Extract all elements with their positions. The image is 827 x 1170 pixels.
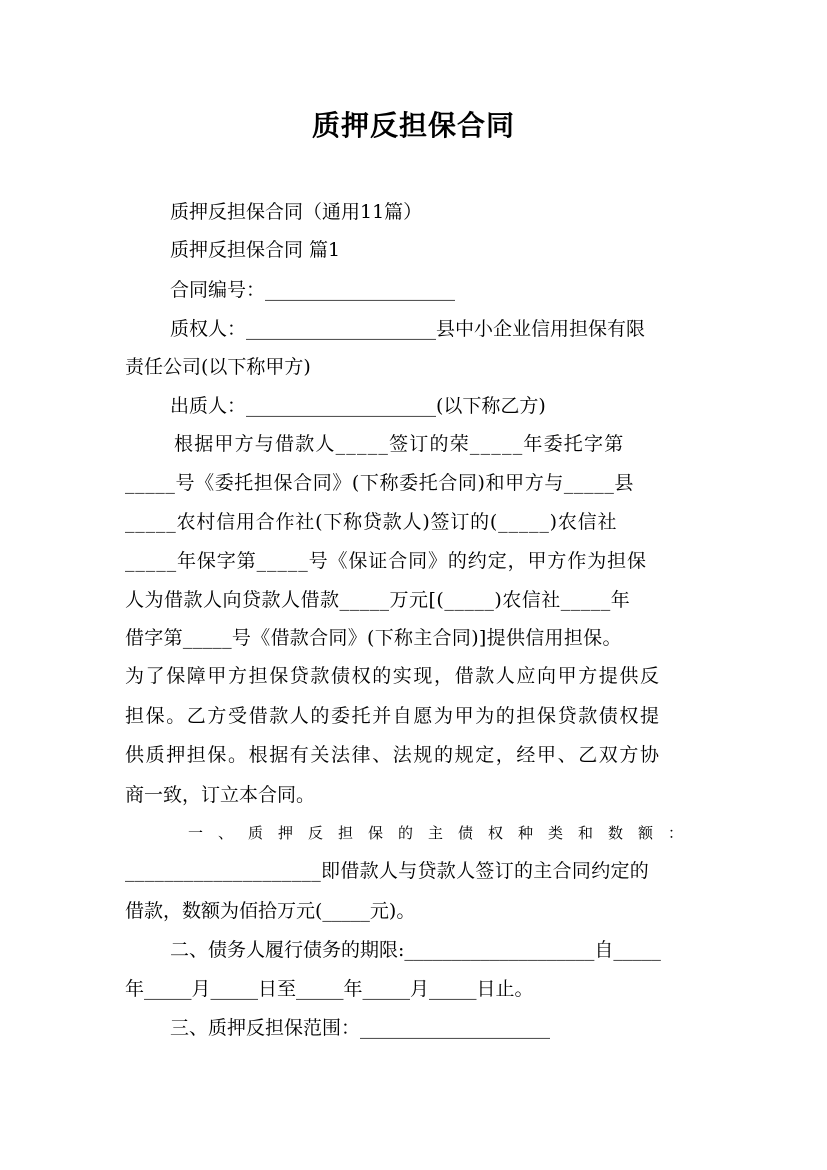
pledgee-line: 质权人：____________________县中小企业信用担保有限	[170, 318, 646, 340]
subtitle-line: 质押反担保合同（通用11篇）	[170, 201, 423, 223]
body-paragraph-line: _____号《委托担保合同》(下称委托合同)和甲方与_____县	[125, 472, 635, 494]
body-paragraph-line: _____农村信用合作社(下称贷款人)签订的(_____)农信社	[125, 511, 618, 533]
clause-3-line: 三、质押反担保范围：____________________	[170, 1017, 551, 1039]
body-paragraph-line: 供质押担保。根据有关法律、法规的规定，经甲、乙双方协	[125, 744, 661, 766]
clause-2-line: 年_____月_____日至_____年_____月_____日止。	[125, 978, 534, 1000]
body-paragraph-line: 担保。乙方受借款人的委托并自愿为甲为的担保贷款债权提	[125, 705, 661, 727]
clause-1-line: ____________________即借款人与贷款人签订的主合同约定的	[125, 860, 650, 882]
body-paragraph-line: 商一致，订立本合同。	[125, 784, 316, 806]
body-paragraph-line: _____年保字第_____号《保证合同》的约定，甲方作为担保	[125, 550, 647, 572]
body-paragraph-line: 根据甲方与借款人_____签订的荣_____年委托字第	[174, 433, 625, 455]
body-paragraph-line: 为了保障甲方担保贷款债权的实现，借款人应向甲方提供反	[125, 665, 661, 687]
document-title: 质押反担保合同	[311, 109, 515, 142]
clause-2-line: 二、债务人履行债务的期限:____________________自_____	[170, 939, 661, 961]
section-heading: 质押反担保合同 篇1	[170, 239, 341, 261]
body-paragraph-line: 借字第_____号《借款合同》(下称主合同)]提供信用担保。	[125, 627, 622, 649]
pledgor-line: 出质人：____________________(以下称乙方)	[170, 395, 546, 417]
contract-number-line: 合同编号：____________________	[170, 279, 456, 301]
clause-1-line: 借款，数额为佰拾万元(_____元)。	[125, 900, 416, 922]
clause-1-heading: 一、质押反担保的主债权种类和数额：	[188, 824, 699, 842]
body-paragraph-line: 人为借款人向贷款人借款_____万元[(_____)农信社_____年	[125, 589, 631, 611]
pledgee-line-cont: 责任公司(以下称甲方)	[125, 356, 311, 378]
